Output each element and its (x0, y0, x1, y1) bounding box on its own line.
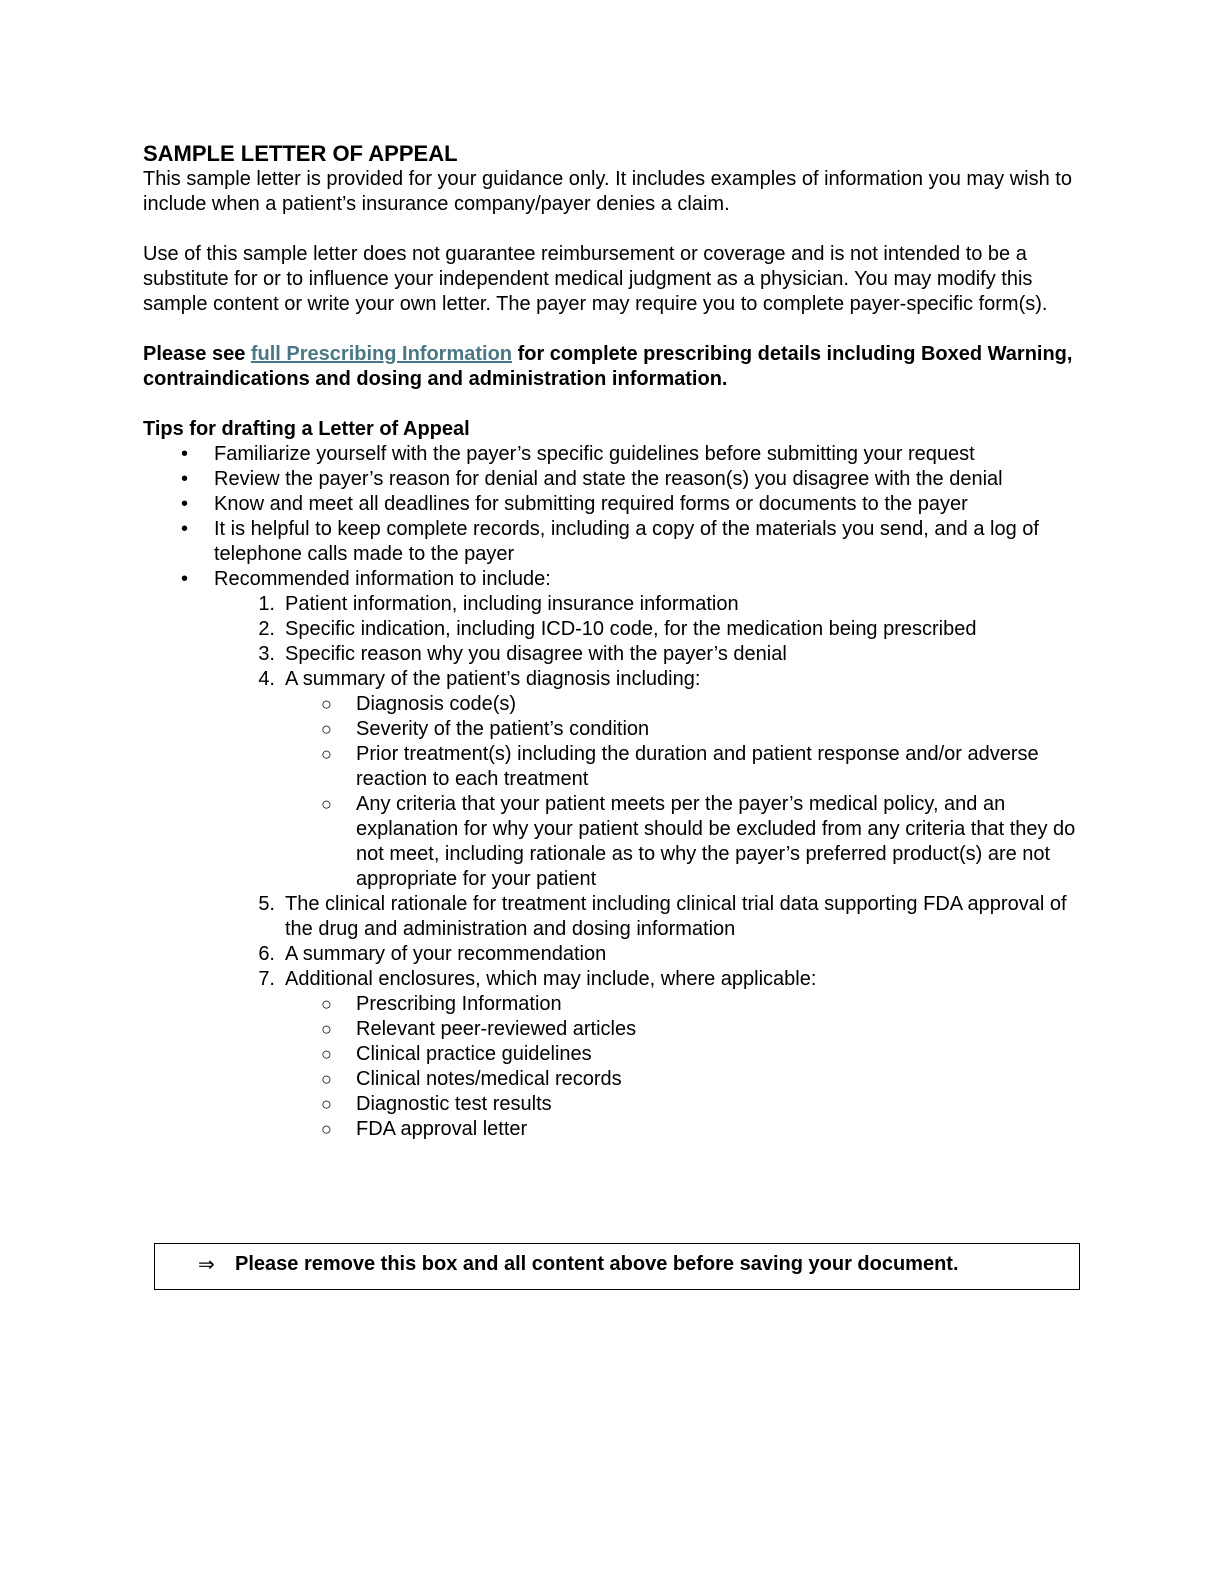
sub-list-item (321, 992, 1088, 1017)
enclosures-sublist (285, 992, 1088, 1142)
sub-list-item (321, 1017, 1088, 1042)
numbered-item-text: Specific indication, including ICD-10 code, for the medication being prescribed (285, 618, 977, 640)
intro-paragraph: This sample letter is provided for your guidance only. It includes examples of information you may wish to include when a patient’s insurance company/payer denies a claim. (143, 168, 1072, 215)
notice-text: Please remove this box and all content above before saving your document. (235, 1253, 959, 1275)
bullet-icon: • (181, 443, 189, 465)
sub-item-text: FDA approval letter (356, 1118, 528, 1140)
numbered-item-text: A summary of the patient’s diagnosis including: (285, 668, 701, 690)
sub-list-item (321, 1042, 1088, 1067)
numbered-item-text: Additional enclosures, which may include, where applicable: (285, 968, 817, 990)
prescribing-info-link[interactable]: full Prescribing Information (250, 343, 513, 365)
sub-item-text: Diagnostic test results (356, 1093, 552, 1115)
bullet-icon: • (181, 518, 189, 540)
sub-item-text: Relevant peer-reviewed articles (356, 1018, 637, 1040)
recommended-info-list (214, 592, 1088, 1142)
circle-bullet-icon: ○ (321, 694, 332, 714)
list-item-text: Familiarize yourself with the payer’s specific guidelines before submitting your request (214, 443, 975, 465)
item-number: 5. (258, 893, 275, 915)
circle-bullet-icon: ○ (321, 744, 332, 764)
prescribing-suffix: for complete prescribing details including Boxed Warning, contraindications and dosing and administration information. (143, 343, 1073, 390)
numbered-item (258, 967, 1088, 1142)
list-item (181, 492, 1088, 517)
sub-item-text: Diagnosis code(s) (356, 693, 517, 715)
tips-bullet-list (143, 442, 1088, 1142)
numbered-item-text: Specific reason why you disagree with the payer’s denial (285, 643, 787, 665)
sub-list-item (321, 717, 1088, 742)
right-arrow-icon: ⇒ (198, 1254, 215, 1276)
list-item (181, 567, 1088, 1142)
item-number: 7. (258, 968, 275, 990)
numbered-item (258, 942, 1088, 967)
remove-content-notice-box (154, 1243, 1080, 1290)
numbered-item (258, 592, 1088, 617)
circle-bullet-icon: ○ (321, 1094, 332, 1114)
list-item-text: Recommended information to include: (214, 568, 551, 590)
list-item (181, 467, 1088, 492)
item-number: 1. (258, 593, 275, 615)
item-number: 3. (258, 643, 275, 665)
sub-list-item (321, 1092, 1088, 1117)
circle-bullet-icon: ○ (321, 1069, 332, 1089)
circle-bullet-icon: ○ (321, 1119, 332, 1139)
document-content (143, 141, 1088, 1142)
numbered-item-text: A summary of your recommendation (285, 943, 607, 965)
numbered-item (258, 642, 1088, 667)
list-item (181, 442, 1088, 467)
sub-item-text: Clinical notes/medical records (356, 1068, 622, 1090)
sub-item-text: Any criteria that your patient meets per the payer’s medical policy, and an explanation for why your patient should be excluded from any criteria that they do not meet, including rationale as to why the payer’s preferred product(s) are not appropriate for your patient (356, 793, 1076, 890)
numbered-item-text: The clinical rationale for treatment including clinical trial data supporting FDA approval of the drug and administration and dosing information (285, 893, 1067, 940)
circle-bullet-icon: ○ (321, 994, 332, 1014)
page-title: SAMPLE LETTER OF APPEAL (143, 141, 458, 166)
bullet-icon: • (181, 468, 189, 490)
sub-list-item (321, 692, 1088, 717)
numbered-item (258, 617, 1088, 642)
sub-item-text: Prior treatment(s) including the duration and patient response and/or adverse reaction to each treatment (356, 743, 1039, 790)
sub-item-text: Prescribing Information (356, 993, 562, 1015)
prescribing-prefix: Please see (143, 343, 251, 365)
sub-item-text: Severity of the patient’s condition (356, 718, 650, 740)
sub-list-item (321, 792, 1088, 892)
diagnosis-sublist (285, 692, 1088, 892)
numbered-item (258, 667, 1088, 892)
sub-list-item (321, 1067, 1088, 1092)
sub-list-item (321, 742, 1088, 792)
sub-list-item (321, 1117, 1088, 1142)
prescribing-info-paragraph (143, 342, 1088, 392)
numbered-item (258, 892, 1088, 942)
bullet-icon: • (181, 493, 189, 515)
circle-bullet-icon: ○ (321, 719, 332, 739)
circle-bullet-icon: ○ (321, 794, 332, 814)
tips-heading: Tips for drafting a Letter of Appeal (143, 418, 470, 440)
sub-item-text: Clinical practice guidelines (356, 1043, 592, 1065)
list-item-text: Know and meet all deadlines for submitting required forms or documents to the payer (214, 493, 968, 515)
list-item (181, 517, 1088, 567)
disclaimer-paragraph: Use of this sample letter does not guarantee reimbursement or coverage and is not intended to be a substitute for or to influence your independent medical judgment as a physician. You may modify this sample content or write your own letter. The payer may require you to complete payer-specific form(s). (143, 243, 1048, 315)
circle-bullet-icon: ○ (321, 1044, 332, 1064)
list-item-text: Review the payer’s reason for denial and state the reason(s) you disagree with the denial (214, 468, 1003, 490)
item-number: 4. (258, 668, 275, 690)
numbered-item-text: Patient information, including insurance information (285, 593, 739, 615)
bullet-icon: • (181, 568, 189, 590)
item-number: 6. (258, 943, 275, 965)
circle-bullet-icon: ○ (321, 1019, 332, 1039)
list-item-text: It is helpful to keep complete records, including a copy of the materials you send, and a log of telephone calls made to the payer (214, 518, 1039, 565)
item-number: 2. (258, 618, 275, 640)
